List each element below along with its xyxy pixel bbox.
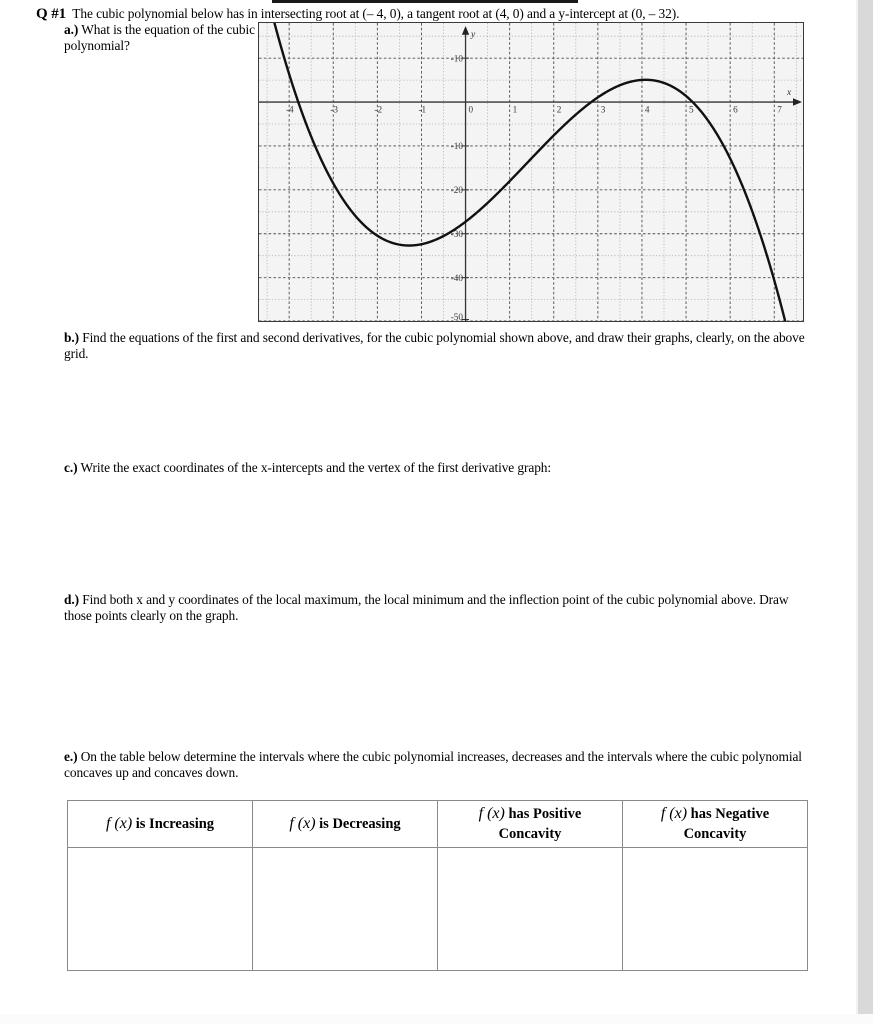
- header-text: is Decreasing: [319, 816, 401, 832]
- table-header-increasing: [68, 801, 253, 848]
- scan-artifact-top-bar: [272, 0, 578, 3]
- svg-text:-3: -3: [330, 104, 338, 115]
- svg-text:0: 0: [468, 104, 474, 115]
- svg-text:3: 3: [600, 104, 606, 115]
- header-text: has Negative: [690, 806, 770, 822]
- fx-symbol: f (x): [105, 815, 133, 832]
- question-number: Q #1: [36, 6, 67, 22]
- table-header-row: [68, 801, 808, 848]
- part-d-text: Find both x and y coordinates of the local maximum, the local minimum and the inflection point of the cubic polynomial above. Draw those points clearly on the graph.: [64, 592, 789, 623]
- svg-text:-10: -10: [450, 53, 463, 64]
- table-header-negative-concavity: [623, 801, 808, 848]
- svg-text:4: 4: [644, 104, 650, 115]
- part-e-label: e.): [64, 749, 78, 764]
- question-intro-text: The cubic polynomial below has in intersecting root at (– 4, 0), a tangent root at (4, 0) and a y-intercept at (0, – 32).: [72, 6, 680, 21]
- svg-text:-4: -4: [286, 104, 294, 115]
- fx-symbol: f (x): [289, 815, 316, 832]
- table-answer-row: [68, 848, 808, 971]
- cubic-polynomial-graph: [258, 22, 804, 322]
- question-heading: [36, 6, 856, 22]
- graph-background: [259, 23, 803, 321]
- answer-cell-positive-concavity[interactable]: [438, 848, 623, 971]
- fx-symbol: f (x): [660, 805, 688, 822]
- part-a: [64, 22, 264, 54]
- part-a-text: What is the equation of the cubic polynomial?: [64, 22, 255, 53]
- table-header-decreasing: [253, 801, 438, 848]
- part-b: [64, 330, 806, 362]
- header-text-line2: Concavity: [683, 826, 747, 842]
- svg-text:6: 6: [733, 104, 738, 115]
- part-c-text: Write the exact coordinates of the x-intercepts and the vertex of the first derivative graph:: [80, 460, 552, 475]
- graph-svg: [259, 23, 803, 321]
- part-c: [64, 460, 806, 476]
- part-a-label: a.): [64, 22, 79, 37]
- part-d: [64, 592, 806, 624]
- svg-text:1: 1: [512, 104, 518, 115]
- header-text: is Increasing: [135, 816, 215, 832]
- page-right-margin: [858, 0, 873, 1024]
- svg-text:2: 2: [556, 104, 562, 115]
- svg-text:7: 7: [777, 104, 782, 115]
- page-bottom-shade: [0, 1014, 873, 1024]
- part-d-label: d.): [64, 592, 79, 607]
- intervals-table: [67, 800, 808, 971]
- part-b-label: b.): [64, 330, 79, 345]
- answer-cell-negative-concavity[interactable]: [623, 848, 808, 971]
- part-e-text: On the table below determine the intervals where the cubic polynomial increases, decreases and the intervals where the cubic polynomial concaves up and concaves down.: [64, 749, 802, 780]
- svg-text:-20: -20: [450, 185, 463, 196]
- part-c-label: c.): [64, 460, 78, 475]
- y-axis-label: y: [471, 30, 476, 40]
- svg-text:-1: -1: [418, 104, 427, 115]
- svg-text:5: 5: [689, 104, 694, 115]
- part-b-text: Find the equations of the first and second derivatives, for the cubic polynomial shown above, and draw their graphs, clearly, on the above grid.: [64, 330, 805, 361]
- x-axis-label: x: [787, 88, 792, 98]
- part-e: [64, 749, 806, 781]
- table-header-positive-concavity: [438, 801, 623, 848]
- svg-text:-50: -50: [450, 312, 463, 321]
- svg-text:-30: -30: [450, 229, 463, 239]
- svg-text:-10: -10: [450, 141, 463, 152]
- answer-cell-decreasing[interactable]: [253, 848, 438, 971]
- answer-cell-increasing[interactable]: [68, 848, 253, 971]
- svg-text:-40: -40: [450, 272, 463, 283]
- fx-symbol: f (x): [478, 805, 505, 822]
- header-text-line2: Concavity: [498, 826, 562, 842]
- svg-text:-2: -2: [374, 104, 383, 115]
- header-text: has Positive: [508, 806, 582, 822]
